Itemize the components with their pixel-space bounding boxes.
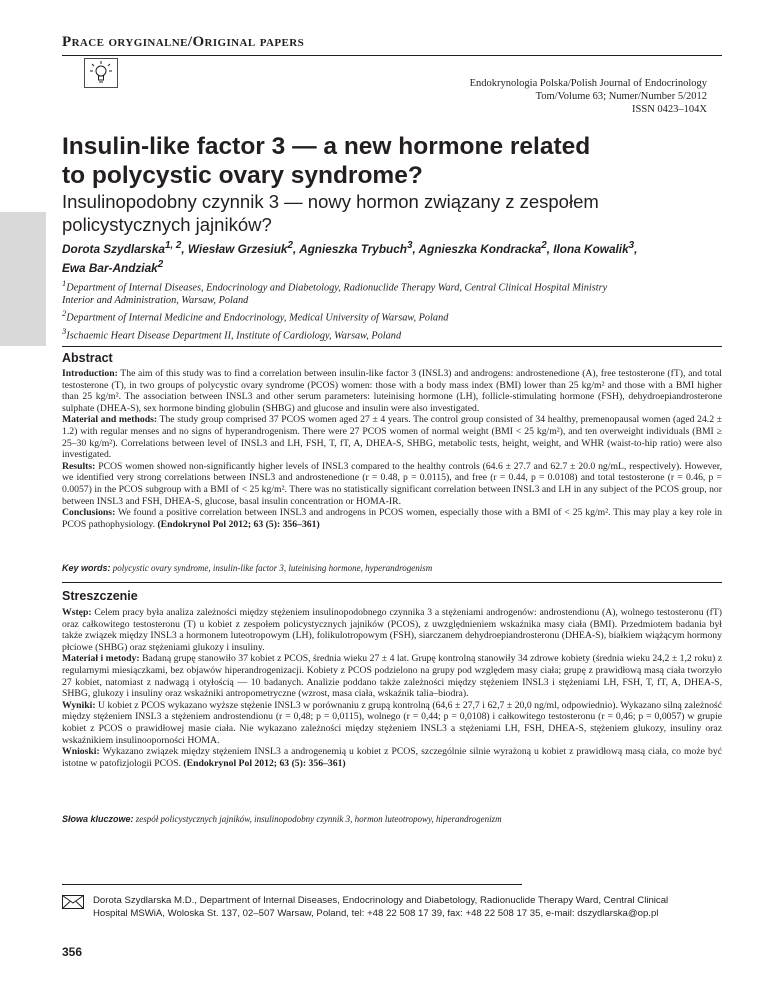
key-words-text: zespół policystycznych jajników, insulinopodobny czynnik 3, hormon luteotropowy, hiperandrogenizm: [133, 814, 502, 824]
author: Wiesław Grzesiuk: [187, 241, 288, 256]
correspondence-address: [93, 895, 723, 920]
section-text: U kobiet z PCOS wykazano wyższe stężenie INSL3 w porównaniu z grupą kontrolną (64,6 ± 27,7 i 62,7 ± 20,0 ng/ml, odpowiednio). Wykazano silną zależność między stężeniem INSL3 a stężeniem androstendionu (r = 0,48; p = 0,0115), wolnego (r = 0,44; p = 0,0108) i całkowitego testosteronu (r = 0,46; p = 0,0057) w grupie kobiet z PCOS o prawidłowej masie ciała. Nie wykazano zależności między stężeniem INSL3 a stężeniami LH, FSH, DHEA-S, stężeniem glukozy, insuliny oraz wskaźnikiem insulinooporności HOMA.: [62, 699, 722, 746]
lightbulb-icon: [84, 58, 118, 88]
author: Ewa Bar-Andziak: [62, 260, 158, 275]
streszczenie-wstep: [62, 607, 722, 653]
subtitle-line: Insulinopodobny czynnik 3 — nowy hormon związany z zespołem: [62, 191, 599, 212]
affiliation: [62, 307, 722, 325]
author-affiliation-mark: 1, 2: [164, 240, 182, 251]
section-label: Conclusions:: [62, 507, 116, 519]
section-label: Introduction:: [62, 368, 118, 379]
journal-issn: ISSN 0423–104X: [632, 104, 707, 115]
streszczenie-body: [62, 607, 722, 769]
section-label: Wnioski:: [62, 746, 100, 758]
abstract-heading: Abstract: [62, 351, 113, 365]
side-accent-bar: [0, 212, 46, 346]
page-number: 356: [62, 945, 83, 959]
affiliation-number: 1: [62, 278, 67, 288]
affiliation-list: [62, 277, 722, 343]
affiliation: [62, 295, 722, 307]
affiliation-text: Ischaemic Heart Disease Department II, Institute of Cardiology, Warsaw, Poland: [66, 330, 402, 342]
title-line: Insulin-like factor 3 — a new hormone related: [62, 133, 591, 160]
author-affiliation-mark: 2: [157, 258, 164, 270]
separator: ,: [634, 241, 638, 256]
correspondence-line: Dorota Szydlarska M.D., Department of Internal Diseases, Endocrinology and Diabetology, Radionuclide Therapy Ward, Central Clinical: [93, 895, 669, 906]
separator: ,: [546, 241, 554, 256]
slowa-kluczowe: [62, 814, 722, 825]
section-text: Celem pracy była analiza zależności między stężeniem insulinopodobnego czynnika 3 a stężeniami androgenów: androstendionu (A), wolnego testosteronu (fT) oraz całkowitego testosteronu (T) u kobiet z zespołem policystycznych jajników (PCOS), z uwzględnieniem wskaźnika masy ciała (BMI). Przedmiotem badania był także związek między INSL3 a hormonem luteotropowym (LH), folikulotropowym (FSH), siarczanem dehydroepiandrosteronu (DHEA-S), białkiem wiążącym hormony płciowe (SHBG) oraz stężeniami glukozy i insuliny.: [62, 607, 722, 653]
affiliation: [62, 325, 722, 343]
abstract-introduction: [62, 368, 722, 414]
journal-name: Endokrynologia Polska/Polish Journal of Endocrinology: [469, 78, 707, 89]
abstract-results: [62, 461, 722, 507]
abstract-body: [62, 368, 722, 530]
key-words: [62, 563, 722, 574]
affiliation-number: 2: [62, 308, 67, 319]
abstract-methods: [62, 414, 722, 460]
author-affiliation-mark: 3: [628, 240, 635, 251]
section-label: Prace oryginalne/Original papers: [62, 34, 305, 50]
section-label: Results:: [62, 460, 96, 472]
section-text: PCOS women showed non-significantly higher levels of INSL3 compared to the healthy controls (64.6 ± 27.7 and 62.7 ± 20.0 ng/mL, respectively). However, we identified very strong correlations between INSL3 and androstenedione (r = 0.48, p = 0.0115), and free (r = 0.44, p = 0.0108) and total testosterone (r = 0.46, p = 0.0057) in the PCOS subgroup with a BMI of < 25 kg/m². There was no statistically significant correlation between INSL3 and LH in any subject of the PCOS group, nor between INSL3 and FSH, DHEA-S, glucose, basal insulin concentration or HOMA-IR.: [62, 460, 722, 507]
author-affiliation-mark: 2: [287, 240, 293, 251]
affiliation-text: Department of Internal Medicine and Endocrinology, Medical University of Warsaw, Poland: [66, 312, 449, 324]
subtitle-line: policystycznych jajników?: [62, 214, 272, 235]
separator: ,: [181, 241, 188, 256]
abstract-conclusions: [62, 507, 722, 530]
author: Ilona Kowalik: [553, 241, 629, 256]
author-affiliation-mark: 3: [407, 240, 413, 251]
title-line: to polycystic ovary syndrome?: [62, 162, 423, 189]
separator: ,: [292, 241, 300, 256]
section-label: Materiał i metody:: [62, 653, 140, 665]
streszczenie-wyniki: [62, 700, 722, 746]
key-words-text: polycystic ovary syndrome, insulin-like factor 3, luteinising hormone, hyperandrogenism: [110, 563, 433, 573]
affiliation: [62, 277, 722, 295]
section-text: The study group comprised 37 PCOS women aged 27 ± 4 years. The control group consisted of 34 healthy, premenopausal women (aged 24.2 ± 1.2) with regular menses and no signs of hyperandrogenism. There were 27 PCOS women of normal weight (BMI < 25 kg/m²), and ten overweight individuals (BMI ≥ 25–30 kg/m²). Correlations between level of INSL3 and LH, FSH, T, fT, A, DHEA-S, SHBG, metabolic tests, height, weight, and WHR (waist-to-hip ratio) were also investigated.: [62, 414, 722, 461]
citation: (Endokrynol Pol 2012; 63 (5): 356–361): [183, 757, 346, 769]
abstract-divider: [62, 346, 722, 347]
header-divider: [62, 55, 722, 56]
section-label: Material and methods:: [62, 414, 158, 426]
citation: (Endokrynol Pol 2012; 63 (5): 356–361): [157, 518, 320, 530]
journal-volume: Tom/Volume 63; Numer/Number 5/2012: [535, 91, 707, 102]
section-text: Badaną grupę stanowiło 37 kobiet z PCOS, średnia wieku 27 ± 4 lat. Grupę kontrolną stanowiły 34 zdrowe kobiety (średnia wieku 24,2 ± 1,2 roku) z regularnymi miesiączkami, bez objawów hiperandrogenizacji. Kobiety z PCOS podzielono na grupy pod względem masy ciała; grupę z prawidłową masą ciała tworzyło 27 kobiet, natomiast z nadwagą i otyłością — 10 badanych. Analizie poddano także zależności między stężeniem INSL3 i stężeniami LH, FSH, T, fT, A, DHEA-S, SHBG, glukozy i insuliny oraz wskaźniki antropometryczne (wzrost, masa ciała, wskaźnik talia–biodra).: [62, 653, 722, 700]
section-text: The aim of this study was to find a correlation between insulin-like factor 3 (INSL3) and androgens: androstenedione (A), free testosterone (fT), and total testosterone (T), in two groups of polycystic ovary syndrome (PCOS) women: those with a body mass index (BMI) lower than 25 kg/m² and those with a BMI higher than 25 kg/m². The association between INSL3 and other serum parameters: luteinising hormone (LH), follicle-stimulating hormone (FSH), dehydroepiandrosterone sulphate (DHEA-S), sex hormone binding globulin (SHBG) and glucose and insulin were also investigated.: [62, 368, 722, 414]
affiliation-text: Interior and Administration, Warsaw, Poland: [62, 294, 249, 306]
correspondence-line: Hospital MSWiA, Woloska St. 137, 02–507 Warsaw, Poland, tel: +48 22 508 17 39, fax: +48 22 508 17 35, e-mail: dszydlarska@op.pl: [93, 907, 659, 919]
section-text: We found a positive correlation between INSL3 and androgens in PCOS women, especially those with a BMI of < 25 kg/m². This may play a key role in PCOS pathophysiology.: [62, 507, 722, 530]
key-words-label: Key words:: [62, 563, 111, 573]
envelope-icon: [62, 895, 84, 909]
section-label: Wyniki:: [62, 699, 96, 711]
author: Agnieszka Kondracka: [418, 241, 542, 256]
affiliation-text: Department of Internal Diseases, Endocrinology and Diabetology, Radionuclide Therapy Ward, Central Clinical Hospital Ministry: [66, 282, 608, 294]
author-list: [62, 238, 702, 276]
author: Agnieszka Trybuch: [299, 241, 408, 256]
section-label: Wstęp:: [62, 607, 92, 618]
streszczenie-wnioski: [62, 746, 722, 769]
article-subtitle: [62, 190, 622, 236]
streszczenie-metody: [62, 653, 722, 699]
footer-divider: [62, 884, 522, 885]
key-words-divider: [62, 582, 722, 583]
section-text: Wykazano związek między stężeniem INSL3 a androgenemią u kobiet z PCOS, szczególnie silnie wyrażoną u kobiet z prawidłową masą ciała, co może być istotne w patofizjologii PCOS.: [62, 746, 722, 769]
streszczenie-heading: Streszczenie: [62, 589, 138, 603]
affiliation-number: 3: [62, 326, 67, 337]
author-affiliation-mark: 2: [541, 240, 547, 251]
separator: ,: [412, 241, 419, 256]
journal-info: [470, 77, 707, 116]
key-words-label: Słowa kluczowe:: [62, 814, 134, 824]
author: Dorota Szydlarska: [62, 241, 165, 256]
article-title: [62, 132, 682, 190]
